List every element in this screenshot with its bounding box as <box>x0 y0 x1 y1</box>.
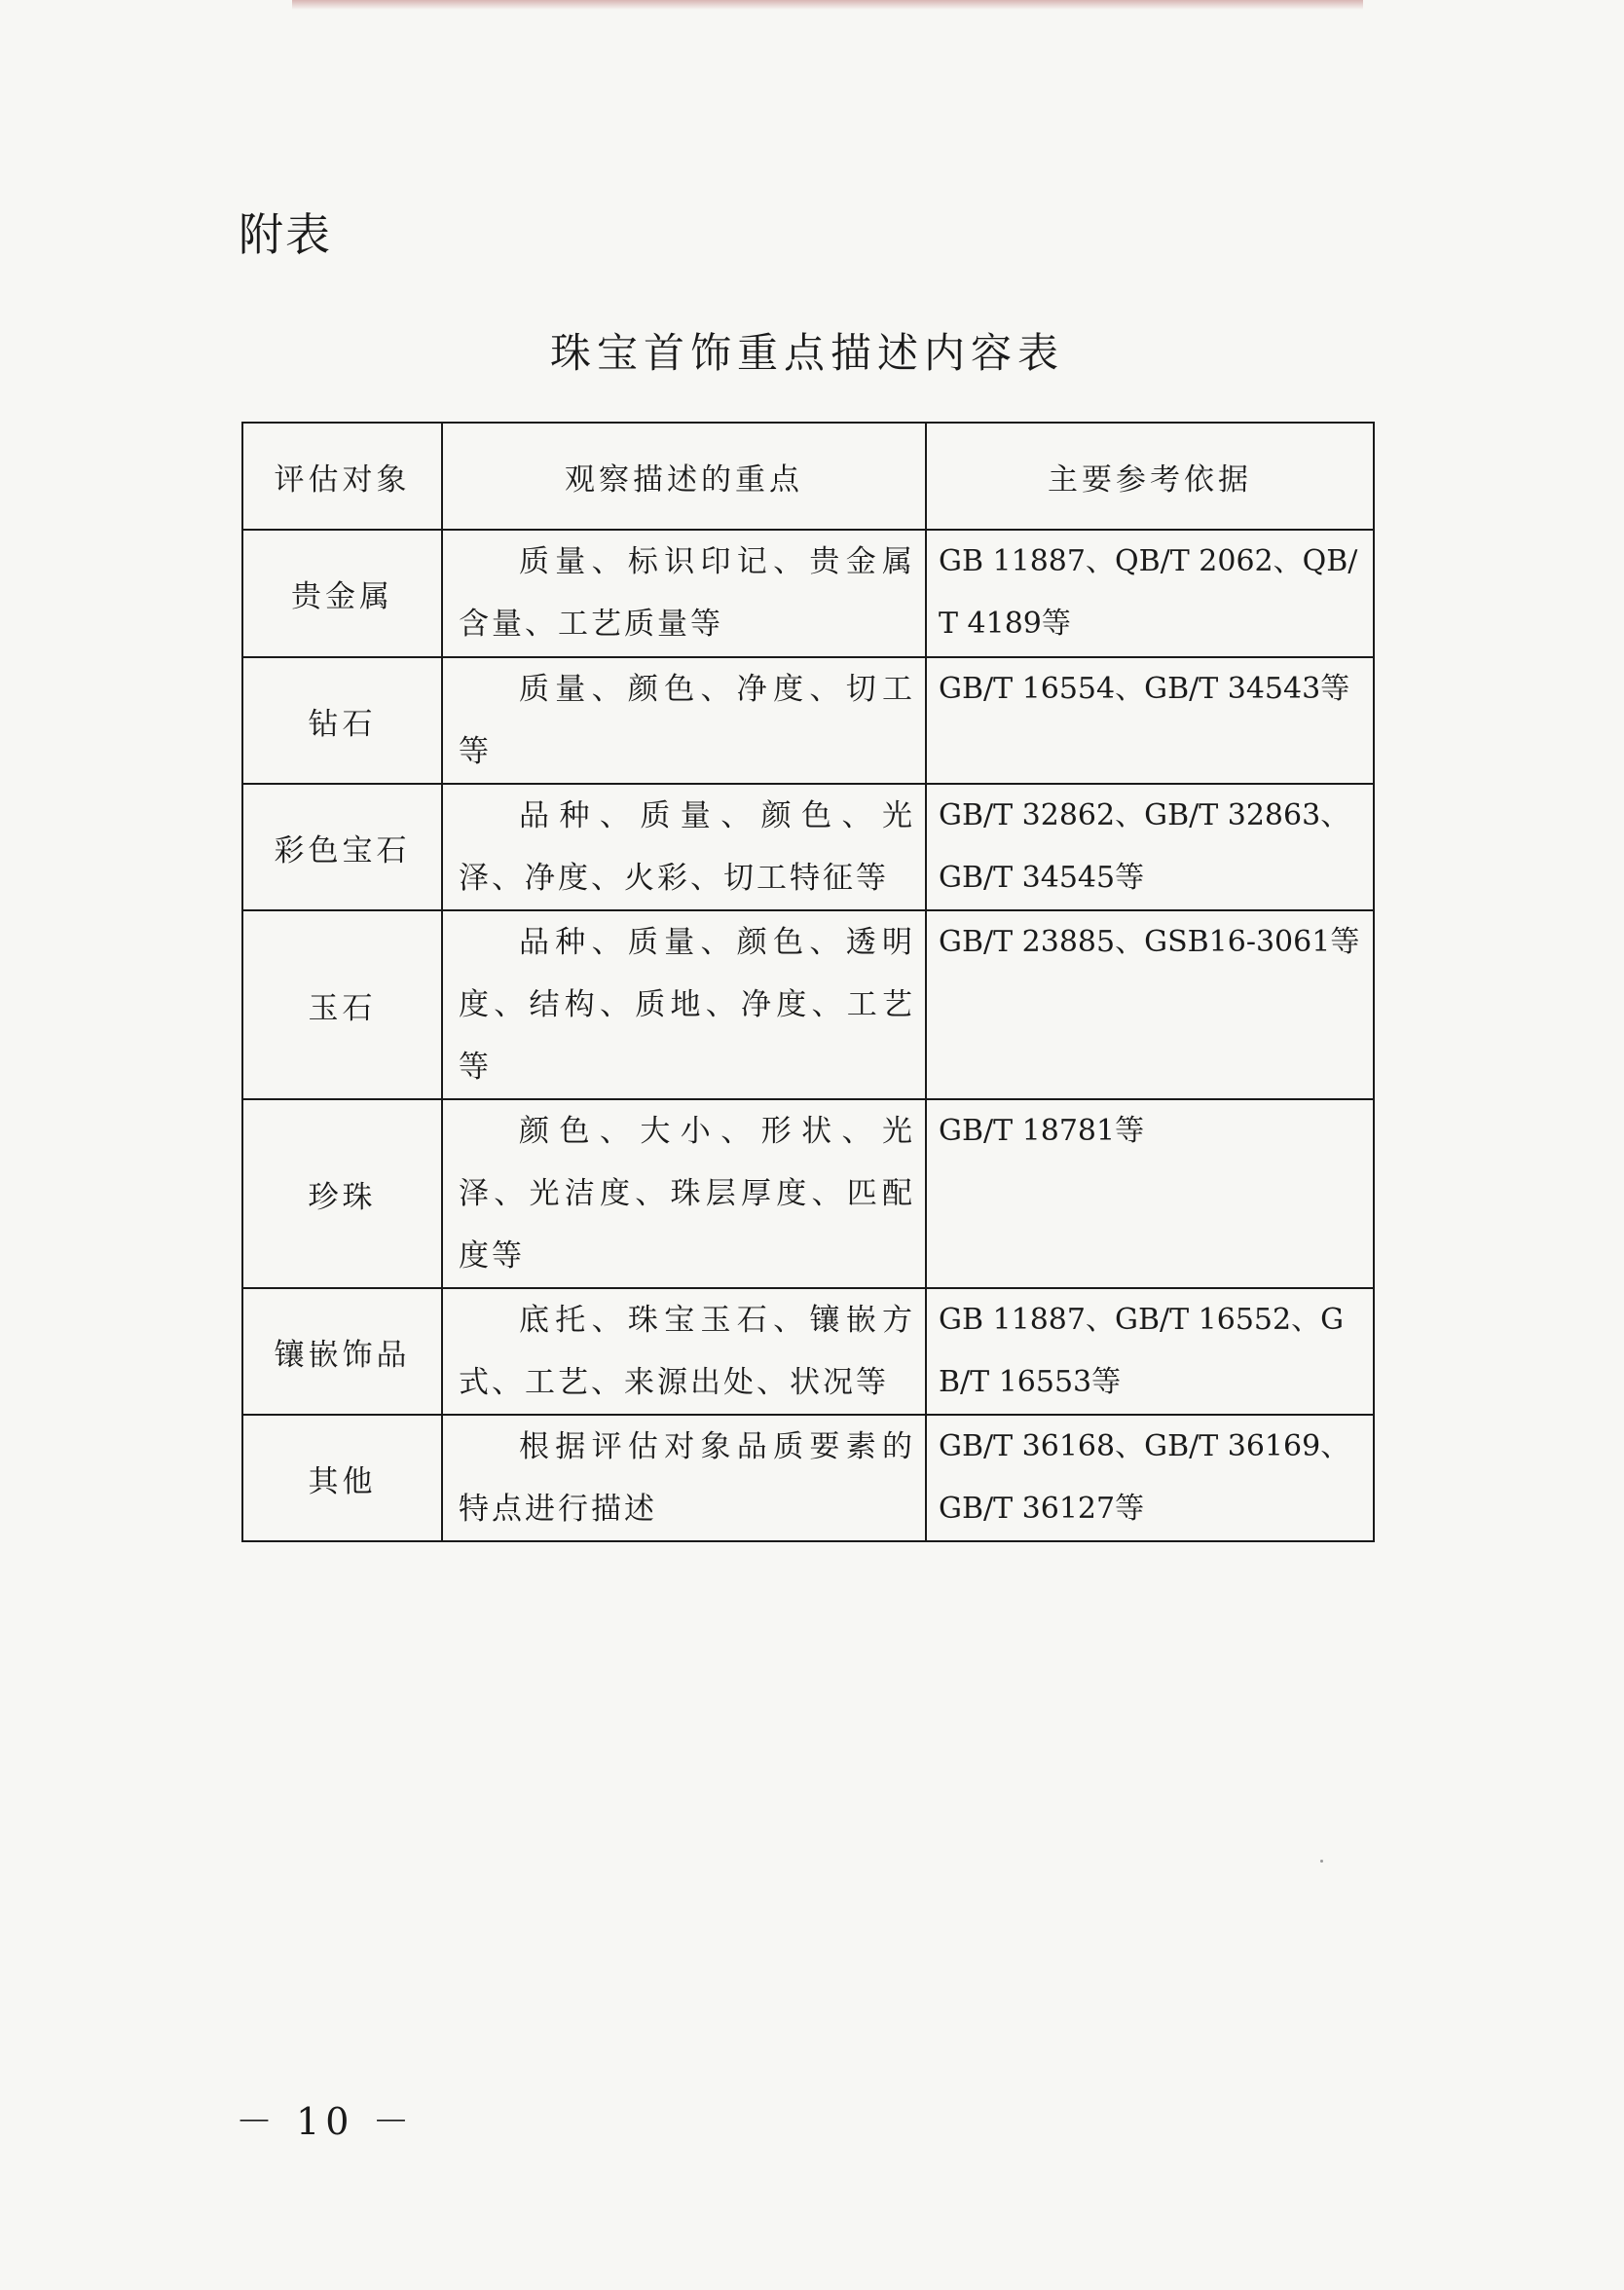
cell-object: 彩色宝石 <box>242 784 442 910</box>
cell-object: 玉石 <box>242 910 442 1099</box>
cell-focus: 品种、质量、颜色、透明度、结构、质地、净度、工艺等 <box>442 910 926 1099</box>
table-row <box>242 1099 1374 1288</box>
attachment-label: 附表 <box>239 208 332 261</box>
header-object: 评估对象 <box>242 423 442 530</box>
cell-reference: GB 11887、GB/T 16552、GB/T 16553等 <box>926 1288 1374 1415</box>
cell-focus: 质量、标识印记、贵金属含量、工艺质量等 <box>442 530 926 657</box>
header-focus: 观察描述的重点 <box>442 423 926 530</box>
paper-speck <box>1320 1860 1323 1863</box>
table-row <box>242 657 1374 784</box>
cell-reference: GB/T 23885、GSB16-3061等 <box>926 910 1374 1099</box>
cell-focus: 品种、质量、颜色、光泽、净度、火彩、切工特征等 <box>442 784 926 910</box>
table-title: 珠宝首饰重点描述内容表 <box>549 329 1064 377</box>
cell-object: 钻石 <box>242 657 442 784</box>
cell-object: 镶嵌饰品 <box>242 1288 442 1415</box>
cell-focus: 根据评估对象品质要素的特点进行描述 <box>442 1415 926 1541</box>
cell-reference: GB/T 16554、GB/T 34543等 <box>926 657 1374 784</box>
table-header-row <box>242 423 1374 530</box>
cell-object: 珍珠 <box>242 1099 442 1288</box>
cell-focus: 底托、珠宝玉石、镶嵌方式、工艺、来源出处、状况等 <box>442 1288 926 1415</box>
cell-object: 贵金属 <box>242 530 442 657</box>
cell-reference: GB/T 18781等 <box>926 1099 1374 1288</box>
page-top-edge-shadow <box>292 0 1363 10</box>
table-row <box>242 784 1374 910</box>
table-row <box>242 910 1374 1099</box>
cell-reference: GB 11887、QB/T 2062、QB/T 4189等 <box>926 530 1374 657</box>
table-row <box>242 530 1374 657</box>
cell-reference: GB/T 32862、GB/T 32863、GB/T 34545等 <box>926 784 1374 910</box>
cell-object: 其他 <box>242 1415 442 1541</box>
header-reference: 主要参考依据 <box>926 423 1374 530</box>
cell-reference: GB/T 36168、GB/T 36169、GB/T 36127等 <box>926 1415 1374 1541</box>
cell-focus: 颜色、大小、形状、光泽、光洁度、珠层厚度、匹配度等 <box>442 1099 926 1288</box>
page-number: － 10 － <box>236 2100 416 2143</box>
table-row <box>242 1415 1374 1541</box>
cell-focus: 质量、颜色、净度、切工等 <box>442 657 926 784</box>
table-row <box>242 1288 1374 1415</box>
jewelry-description-table <box>241 422 1375 1542</box>
